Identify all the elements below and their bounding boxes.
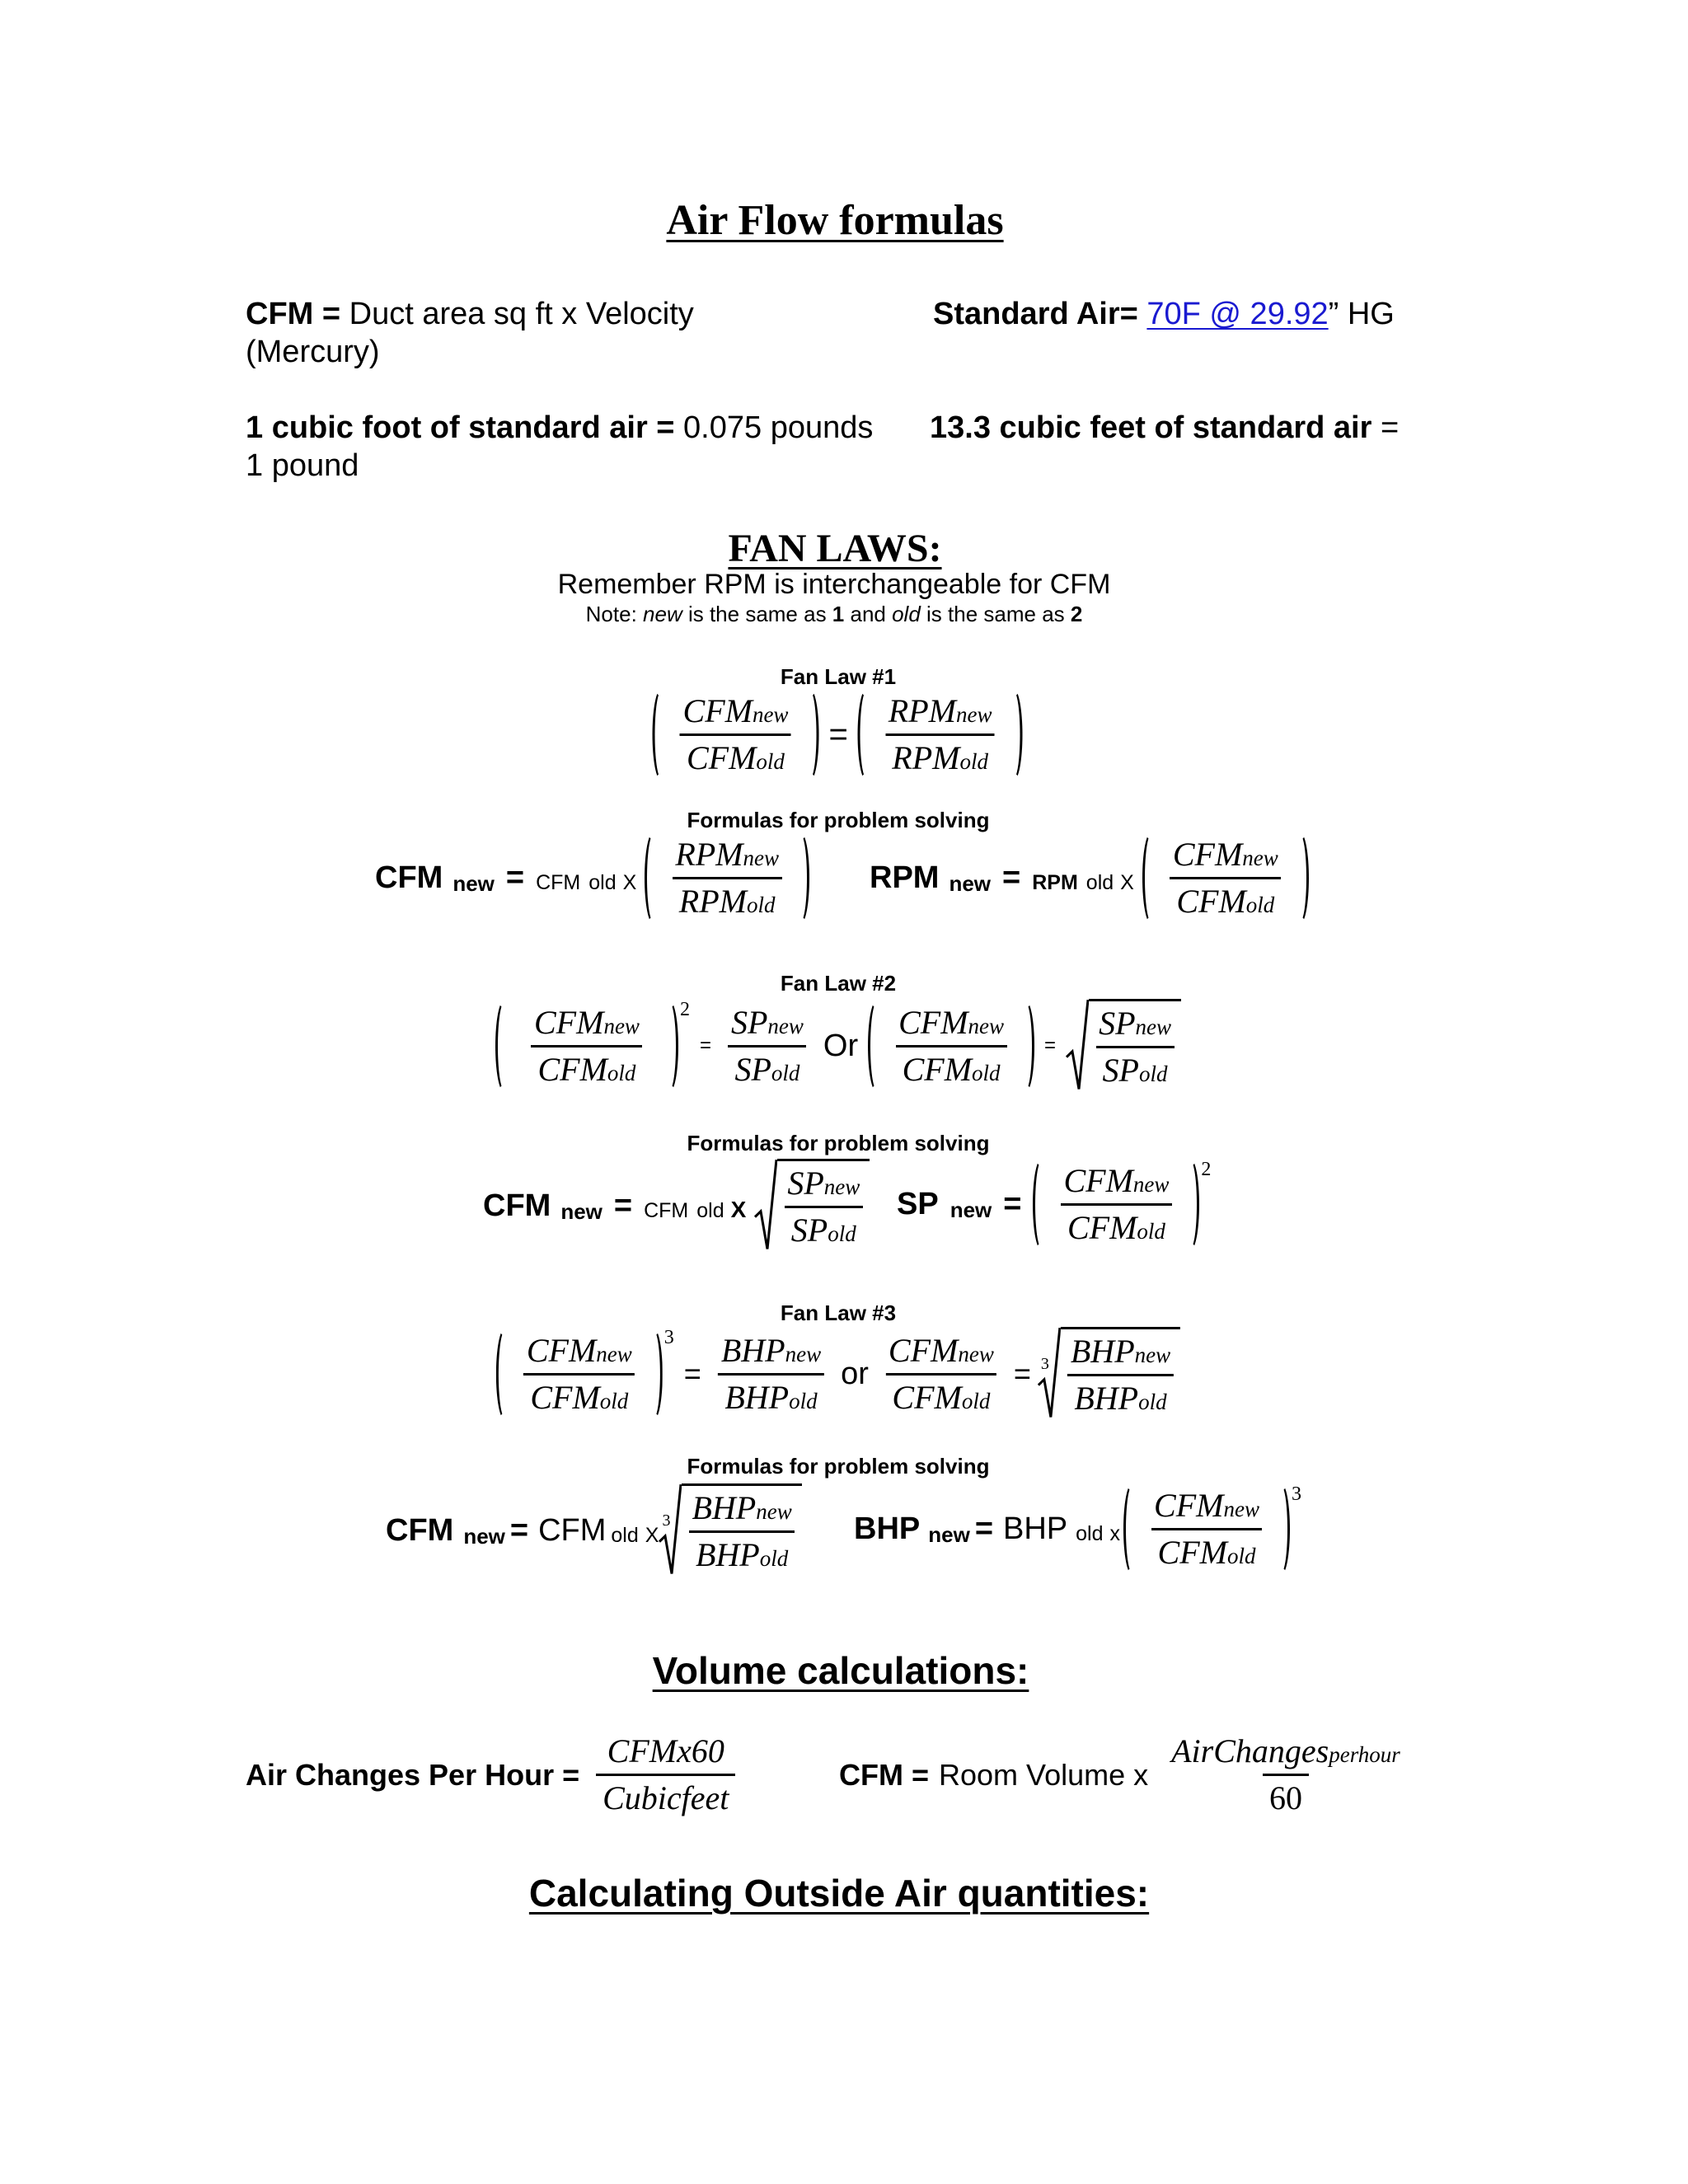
paren-group [1142, 832, 1309, 924]
radical-sign [1038, 1327, 1061, 1421]
cfm-definition: CFM = Duct area sq ft x Velocity [246, 297, 694, 331]
paren-group [868, 1001, 1034, 1092]
fraction: $\frac{\text{CFMx60}}{\text{Cubicfeet}}$ [593, 1734, 738, 1816]
paren-group [1033, 1159, 1199, 1250]
radical-sign [754, 1159, 777, 1253]
paren-group [495, 1001, 678, 1092]
fraction: $\frac{\text{SPnew}}{\text{SPold}}$ [777, 1161, 870, 1253]
radical-sign [659, 1483, 682, 1577]
problem-solving-label-3: Formulas for problem solving [687, 1454, 990, 1479]
fraction: $\frac{\text{CFMnew}}{\text{CFMold}}$ [517, 1329, 642, 1420]
radical-sign [1066, 999, 1089, 1093]
one-pound: 1 pound [246, 448, 359, 483]
fan-law-2-equation: $\frac{\text{CFMnew}}{\text{CFMold}}$ 2 = $\frac{\text{SPnew}}{\text{SPold}}$ Or $\frac{\text{CFMnew}}{\text{CFMold}}$ = $\frac{\text{SPnew}}{\text{SPold}}$ [495, 999, 1181, 1093]
paren-group [1123, 1483, 1290, 1575]
standard-air-link[interactable]: 70F @ 29.92 [1146, 297, 1329, 331]
air-changes-per-hour-formula: Air Changes Per Hour = $\frac{\text{CFMx60}}{\text{Cubicfeet}}$ [246, 1734, 738, 1816]
outside-air-heading: Calculating Outside Air quantities: [528, 1872, 1150, 1915]
cube-root: 3 $\frac{\text{BHPnew}}{\text{BHPold}}$ [662, 1483, 801, 1577]
problem-solving-label-1: Formulas for problem solving [687, 808, 990, 832]
cfm-new-sp-formula: CFM new = CFM old X $\frac{\text{SPnew}}{\text{SPold}}$ [483, 1159, 870, 1253]
paren-group [496, 1329, 663, 1420]
fraction: $\frac{\text{RPMnew}}{\text{RPMold}}$ [665, 832, 789, 924]
problem-solving-label-2: Formulas for problem solving [687, 1131, 990, 1155]
bhp-new-formula: BHP new = BHP old x $\frac{\text{CFMnew}}{\text{CFMold}}$ 3 [854, 1483, 1301, 1575]
fraction: $\frac{\text{SPnew}}{\text{SPold}}$ [1089, 1001, 1181, 1093]
fraction: $\frac{\text{AirChangesperhour}}{60}$ [1171, 1732, 1400, 1816]
fraction: $\frac{\text{BHPnew}}{\text{BHPold}}$ [711, 1329, 831, 1420]
fraction: $\frac{\text{CFMnew}}{\text{CFMold}}$ [1144, 1483, 1269, 1575]
cfm-new-rpm-formula: CFM new = CFM old X $\frac{\text{RPMnew}}{\text{RPMold}}$ [375, 832, 809, 924]
remember-note: Remember RPM is interchangeable for CFM [557, 569, 1111, 600]
fraction: $\frac{\text{BHPnew}}{\text{BHPold}}$ [682, 1486, 801, 1577]
fraction: $\frac{\text{CFMnew}}{\text{CFMold}}$ [1053, 1159, 1179, 1250]
fraction: $\frac{\text{CFMnew}}{\text{CFMold}}$ [516, 1001, 658, 1092]
standard-air: Standard Air= 70F @ 29.92” HG [933, 297, 1395, 331]
paren-group [645, 832, 809, 924]
fan-law-3-label: Fan Law #3 [780, 1301, 897, 1325]
new-old-note: Note: new is the same as 1 and old is the same as 2 [585, 602, 1083, 626]
fraction: $\frac{\text{CFMnew}}{\text{CFMold}}$ [879, 1329, 1004, 1420]
fan-law-1-label: Fan Law #1 [780, 664, 897, 689]
fan-law-2-label: Fan Law #2 [780, 971, 897, 996]
square-root [1066, 999, 1181, 1093]
fraction: $\frac{\text{RPMnew}}{\text{RPMold}}$ [879, 689, 1002, 780]
cube-root: 3 $\frac{\text{BHPnew}}{\text{BHPold}}$ [1041, 1327, 1180, 1421]
rpm-new-cfm-formula: RPM new = RPM old X $\frac{\text{CFMnew}}{\text{CFMold}}$ [870, 832, 1309, 924]
cubic-feet-per-pound: 13.3 cubic feet of standard air = [930, 410, 1400, 445]
fraction: $\frac{\text{BHPnew}}{\text{BHPold}}$ [1061, 1329, 1180, 1421]
square-root [754, 1159, 870, 1253]
page-title: Air Flow formulas [666, 197, 1004, 244]
sp-new-formula: SP new = $\frac{\text{CFMnew}}{\text{CFMold}}$ 2 [897, 1159, 1211, 1250]
fraction: $\frac{\text{SPnew}}{\text{SPold}}$ [721, 1001, 814, 1092]
cubic-foot-weight: 1 cubic foot of standard air = 0.075 pounds [246, 410, 874, 445]
paren-group [858, 689, 1023, 780]
cfm-new-bhp-formula: CFM new = CFM old X 3 $\frac{\text{BHPnew}}{\text{BHPold}}$ [386, 1483, 802, 1577]
fan-law-3-equation: $\frac{\text{CFMnew}}{\text{CFMold}}$ 3 = $\frac{\text{BHPnew}}{\text{BHPold}}$ or $\frac{\text{CFMnew}}{\text{CFMold}}$ = 3 $\frac{\text{BHPnew}}{\text{BHPold}}$ [496, 1327, 1180, 1421]
fraction: $\frac{\text{CFMnew}}{\text{CFMold}}$ [1163, 832, 1288, 924]
fan-law-1-equation: $\frac{\text{CFMnew}}{\text{CFMold}}$ = $\frac{\text{RPMnew}}{\text{RPMold}}$ [653, 689, 1023, 780]
fan-laws-heading: FAN LAWS: [728, 527, 942, 570]
volume-heading: Volume calculations: [652, 1649, 1029, 1692]
cfm-room-volume-formula: CFM = Room Volume x $\frac{\text{AirChangesperhour}}{60}$ [839, 1734, 1410, 1816]
mercury-note: (Mercury) [246, 335, 380, 369]
paren-group [653, 689, 819, 780]
fraction: $\frac{\text{CFMnew}}{\text{CFMold}}$ [673, 689, 799, 780]
fraction: $\frac{\text{CFMnew}}{\text{CFMold}}$ [889, 1001, 1014, 1092]
